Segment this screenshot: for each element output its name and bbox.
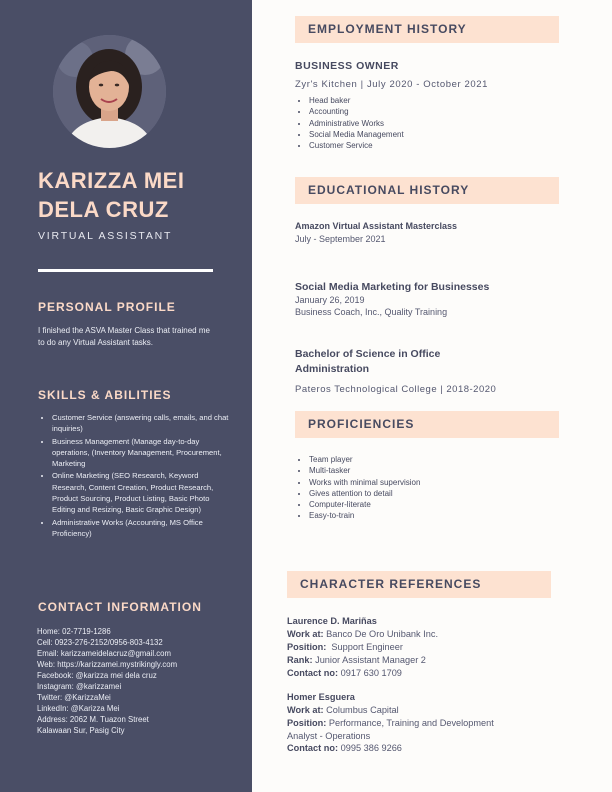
reference-2-contact (287, 742, 402, 755)
list-item: • Computer-literate (309, 499, 420, 510)
work-label: Work at: (287, 705, 324, 715)
work-label: Work at: (287, 629, 324, 639)
contact-facebook: Facebook: @karizza mei dela cruz (37, 671, 157, 680)
education-provider-2: Business Coach, Inc., Quality Training (295, 307, 448, 317)
list-item: • Head baker (309, 95, 404, 106)
contact-cell: Cell: 0923-276-2152/0956-803-4132 (37, 638, 163, 647)
reference-1-rank (287, 654, 426, 667)
list-item: • Business Management (Manage day-to-day operations, (Inventory Management, Procurement, Marketing (52, 436, 230, 470)
reference-2-work-value: Columbus Capital (326, 705, 399, 715)
list-item: • Gives attention to detail (309, 488, 420, 499)
proficiencies-heading: PROFICIENCIES (295, 411, 559, 438)
skills-heading: SKILLS & ABILITIES (38, 388, 172, 402)
sidebar (0, 0, 252, 792)
reference-2-work (287, 704, 399, 717)
contact-address-2: Kalawaan Sur, Pasig City (37, 726, 125, 735)
contact-heading: CONTACT INFORMATION (38, 600, 202, 614)
list-item: • Multi-tasker (309, 465, 420, 476)
contact-twitter: Twitter: @KarizzaMei (37, 693, 111, 702)
contact-address-1: Address: 2062 M. Tuazon Street (37, 715, 149, 724)
contact-instagram: Instagram: @karizzamei (37, 682, 122, 691)
education-title-3b: Administration (295, 363, 370, 375)
reference-1-rank-value: Junior Assistant Manager 2 (315, 655, 426, 665)
reference-2-position-value: Performance, Training and Development (328, 718, 494, 728)
list-item: • Easy-to-train (309, 510, 420, 521)
reference-1-work (287, 628, 438, 641)
personal-profile-text: I finished the ASVA Master Class that trained me to do any Virtual Assistant tasks. (38, 326, 210, 347)
list-item: • Accounting (309, 106, 404, 117)
education-title-2: Social Media Marketing for Businesses (295, 281, 490, 293)
contact-home: Home: 02-7719-1286 (37, 627, 111, 636)
position-label: Position: (287, 718, 327, 728)
list-item: • Customer Service (309, 140, 404, 151)
education-title-3a: Bachelor of Science in Office (295, 348, 441, 360)
list-item: • Works with minimal supervision (309, 477, 420, 488)
name-line-2: DELA CRUZ (38, 197, 169, 222)
list-item: • Customer Service (answering calls, emails, and chat inquiries) (52, 412, 230, 435)
skills-list (38, 412, 230, 540)
candidate-name (38, 166, 238, 224)
reference-2-contact-value: 0995 386 9266 (340, 743, 402, 753)
name-line-1: KARIZZA MEI (38, 168, 185, 193)
list-item: • Administrative Works (309, 118, 404, 129)
reference-1-name: Laurence D. Mariñas (287, 616, 377, 626)
rank-label: Rank: (287, 655, 313, 665)
education-heading: EDUCATIONAL HISTORY (295, 177, 559, 204)
education-school-3: Pateros Technological College | 2018-2020 (295, 384, 497, 395)
reference-1-work-value: Banco De Oro Unibank Inc. (326, 629, 438, 639)
contact-email: Email: karizzameidelacruz@gmail.com (37, 649, 172, 658)
job-title: BUSINESS OWNER (295, 60, 399, 72)
list-item: • Team player (309, 454, 420, 465)
contact-info (37, 626, 237, 736)
reference-1-position-value: Support Engineer (331, 642, 403, 652)
education-date-2: January 26, 2019 (295, 295, 365, 305)
list-item: • Online Marketing (SEO Research, Keyword Research, Content Creation, Product Research, Product Sourcing, Product Listing, Basic Photo Editing and Resizing, Basic Graphic Design) (52, 470, 230, 515)
contact-label: Contact no: (287, 743, 339, 753)
reference-2-position (287, 717, 494, 730)
references-heading: CHARACTER REFERENCES (287, 571, 551, 598)
contact-web: Web: https://karizzamei.mystrikingly.com (37, 660, 178, 669)
list-item: • Administrative Works (Accounting, MS Office Proficiency) (52, 517, 230, 540)
list-item: • Social Media Management (309, 129, 404, 140)
contact-label: Contact no: (287, 668, 339, 678)
job-duties-list (295, 95, 404, 151)
reference-1-contact (287, 667, 402, 680)
profile-photo (53, 35, 166, 148)
reference-1-contact-value: 0917 630 1709 (340, 668, 402, 678)
personal-profile-heading: PERSONAL PROFILE (38, 300, 176, 314)
education-title-1: Amazon Virtual Assistant Masterclass (295, 221, 458, 231)
education-date-1: July - September 2021 (295, 234, 386, 244)
reference-1-position (287, 641, 403, 654)
reference-2-name: Homer Esguera (287, 692, 355, 702)
reference-2-position-cont: Analyst - Operations (287, 731, 371, 741)
employment-heading: EMPLOYMENT HISTORY (295, 16, 559, 43)
job-subtitle: Zyr's Kitchen | July 2020 - October 2021 (295, 79, 489, 90)
contact-linkedin: LinkedIn: @Karizza Mei (37, 704, 120, 713)
job-role: VIRTUAL ASSISTANT (38, 230, 173, 242)
proficiencies-list (295, 454, 420, 522)
position-label: Position: (287, 642, 327, 652)
divider (38, 269, 213, 272)
